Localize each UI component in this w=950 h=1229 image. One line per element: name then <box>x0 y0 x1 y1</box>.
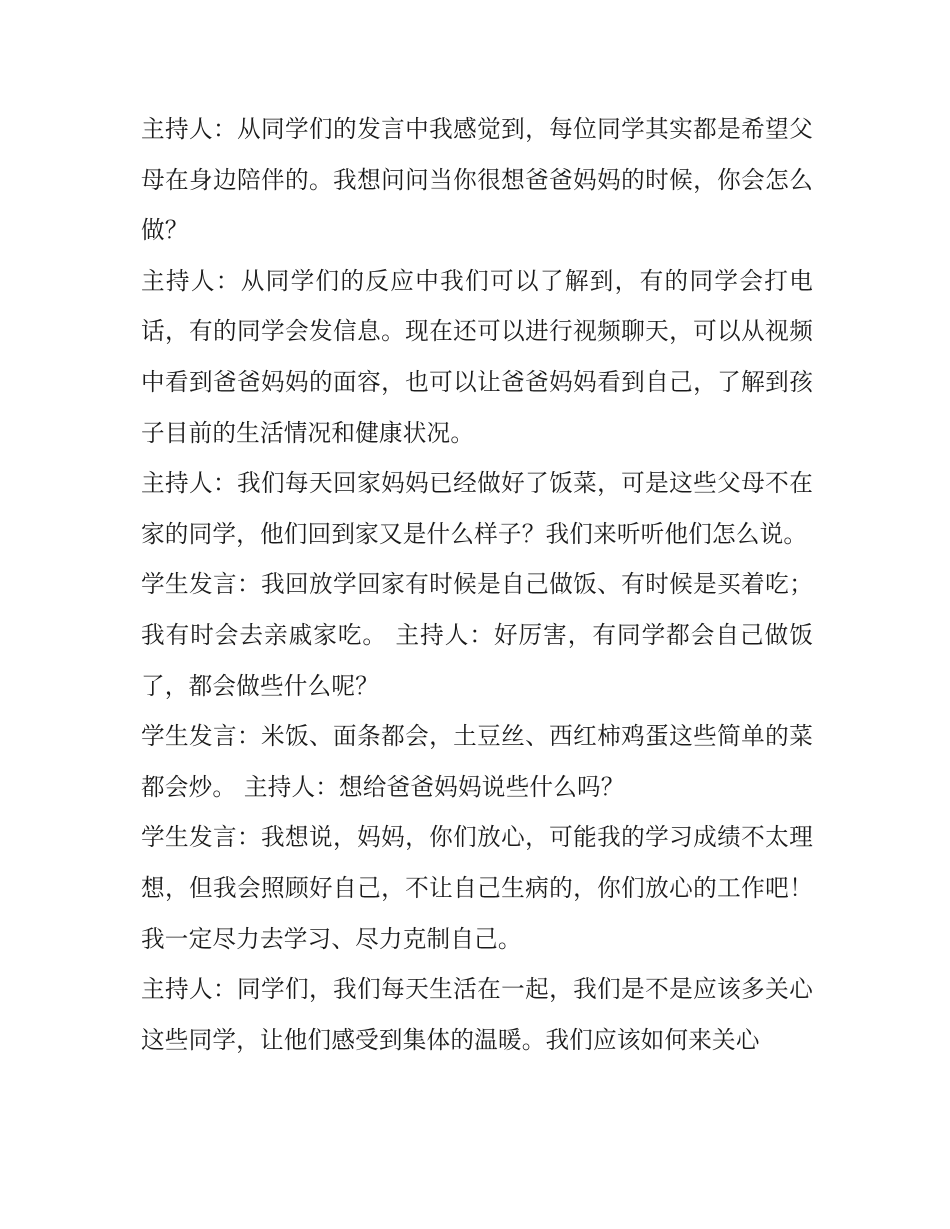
paragraph-host-home: 主持人：我们每天回家妈妈已经做好了饭菜，可是这些父母不在家的同学，他们回到家又是什么样子？我们来听听他们怎么说。 <box>141 469 813 548</box>
paragraph-host-care: 主持人：同学们，我们每天生活在一起，我们是不是应该多关心这些同学，让他们感受到集体的温暖。我们应该如何来关心 <box>141 975 813 1054</box>
paragraph-host-question: 主持人：从同学们的发言中我感觉到，每位同学其实都是希望父母在身边陪伴的。我想问问当你很想爸爸妈妈的时候，你会怎么做？ <box>141 115 813 245</box>
paragraph-host-contact: 主持人：从同学们的反应中我们可以了解到，有的同学会打电话，有的同学会发信息。现在还可以进行视频聊天，可以从视频中看到爸爸妈妈的面容，也可以让爸爸妈妈看到自己，了解到孩子目前的生活情况和健康状况。 <box>141 266 813 447</box>
paragraph-student-cooking: 学生发言：我回放学回家有时候是自己做饭、有时候是买着吃；我有时会去亲戚家吃。 主持人：好厉害，有同学都会自己做饭了，都会做些什么呢？ <box>141 570 813 700</box>
paragraph-student-dishes: 学生发言：米饭、面条都会，土豆丝、西红柿鸡蛋这些简单的菜都会炒。 主持人：想给爸爸妈妈说些什么吗？ <box>141 722 813 801</box>
document-body <box>141 104 813 1065</box>
paragraph-student-message: 学生发言：我想说，妈妈，你们放心，可能我的学习成绩不太理想，但我会照顾好自己，不让自己生病的，你们放心的工作吧！我一定尽力去学习、尽力克制自己。 <box>141 823 813 953</box>
